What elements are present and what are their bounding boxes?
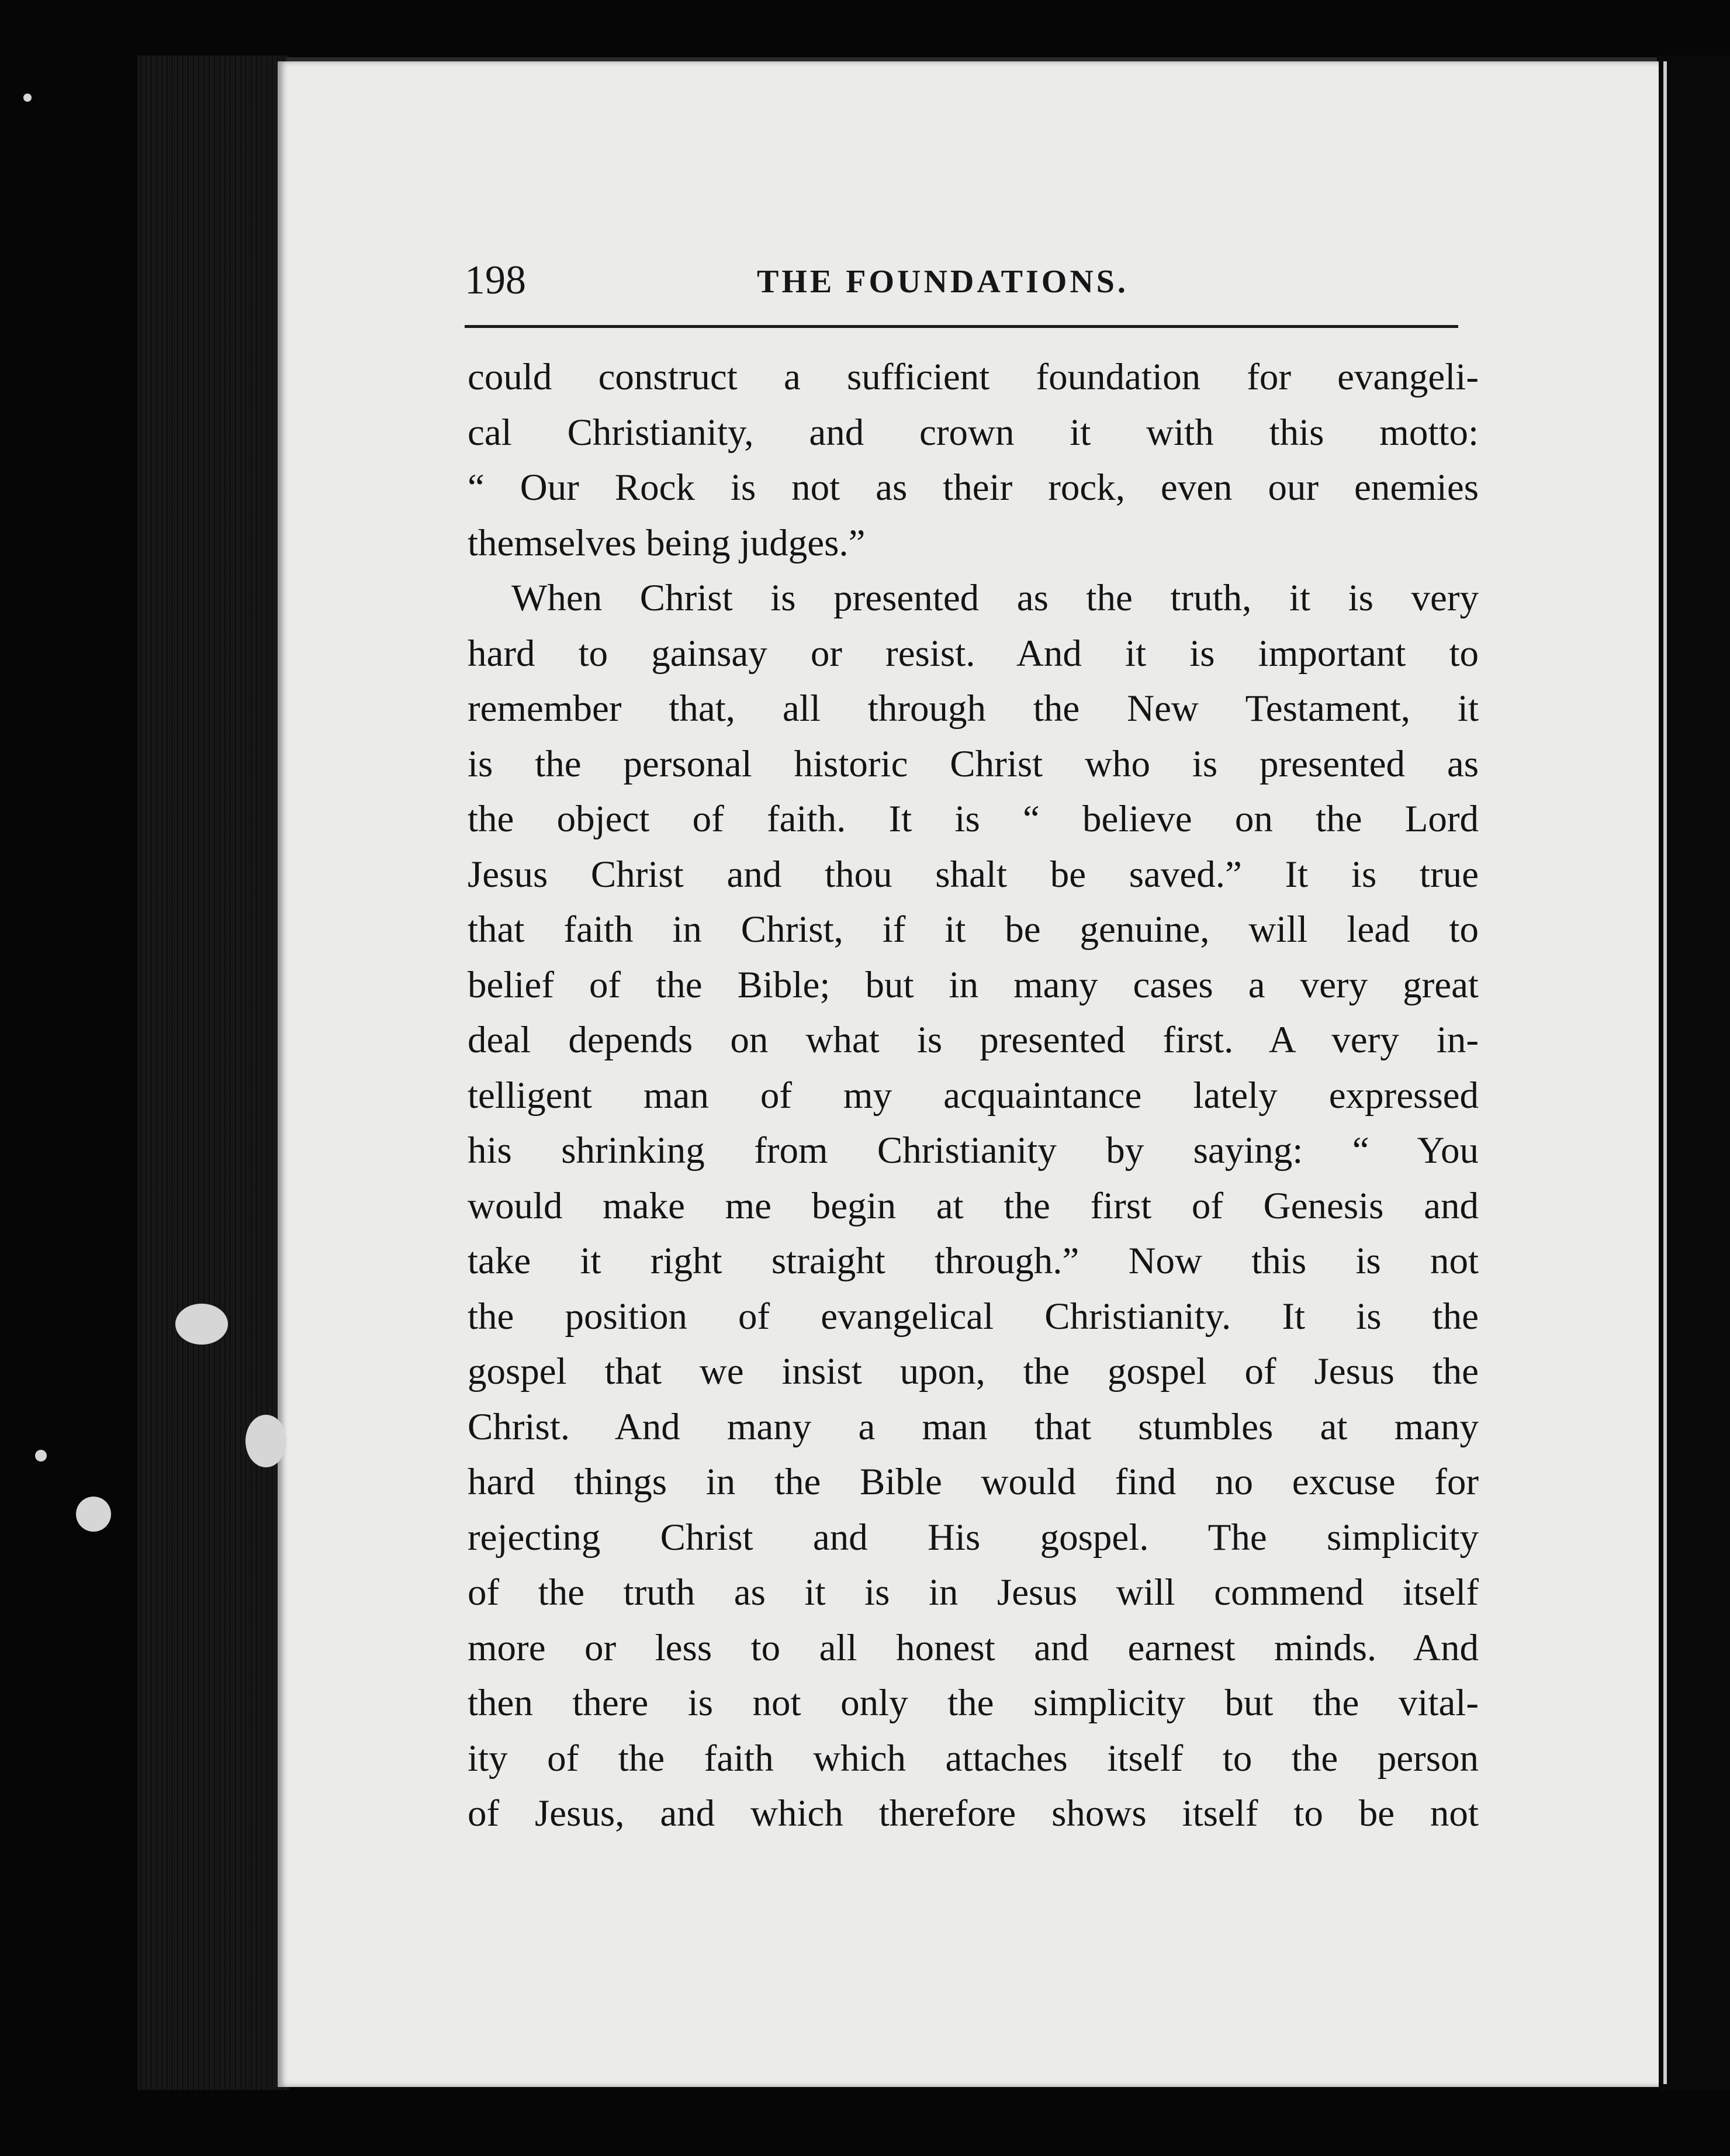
text-line: telligent man of my acquaintance lately expressed — [468, 1074, 1479, 1117]
header-rule — [465, 325, 1458, 328]
text-line: that faith in Christ, if it be genuine, will lead to — [468, 908, 1479, 951]
text-line: cal Christianity, and crown it with this motto: — [468, 411, 1479, 454]
dust-speck — [76, 1497, 111, 1532]
text-line: remember that, all through the New Testament, it — [468, 687, 1479, 730]
text-line: the object of faith. It is “ believe on the Lord — [468, 798, 1479, 840]
text-line: ity of the faith which attaches itself to the person — [468, 1737, 1479, 1780]
text-line: hard to gainsay or resist. And it is important to — [468, 632, 1479, 675]
text-line: hard things in the Bible would find no excuse for — [468, 1461, 1479, 1503]
dust-speck — [245, 1415, 286, 1467]
text-line: could construct a sufficient foundation for evangeli- — [468, 356, 1479, 398]
text-line: “ Our Rock is not as their rock, even our enemies — [468, 467, 1479, 509]
text-line: deal depends on what is presented first. A very in- — [468, 1019, 1479, 1061]
text-line: rejecting Christ and His gospel. The simplicity — [468, 1516, 1479, 1559]
text-line: more or less to all honest and earnest minds. And — [468, 1626, 1479, 1669]
body-text — [468, 350, 1479, 1841]
book-spine-edge — [137, 56, 289, 2090]
dust-speck — [175, 1304, 228, 1345]
text-line: take it right straight through.” Now this is not — [468, 1240, 1479, 1282]
text-line: gospel that we insist upon, the gospel of Jesus the — [468, 1350, 1479, 1393]
text-line: themselves being judges.” — [468, 521, 866, 564]
page-number: 198 — [465, 258, 526, 303]
text-line: Jesus Christ and thou shalt be saved.” It is true — [468, 853, 1479, 896]
running-header — [465, 251, 1470, 310]
text-line: then there is not only the simplicity but the vital- — [468, 1682, 1479, 1724]
text-line: would make me begin at the first of Genesis and — [468, 1184, 1479, 1227]
text-line: is the personal historic Christ who is presented as — [468, 742, 1479, 785]
text-line: When Christ is presented as the truth, it is very — [511, 577, 1479, 619]
facing-page-edge — [1659, 56, 1730, 2090]
running-title: THE FOUNDATIONS. — [757, 264, 1129, 300]
text-line: of Jesus, and which therefore shows itself to be not — [468, 1792, 1479, 1834]
text-line: Christ. And many a man that stumbles at many — [468, 1405, 1479, 1448]
dust-speck — [23, 94, 32, 102]
text-line: his shrinking from Christianity by saying: “ You — [468, 1129, 1479, 1172]
text-line: belief of the Bible; but in many cases a very great — [468, 963, 1479, 1006]
dust-speck — [35, 1450, 47, 1461]
text-line: of the truth as it is in Jesus will commend itself — [468, 1571, 1479, 1613]
text-line: the position of evangelical Christianity. It is the — [468, 1295, 1479, 1338]
